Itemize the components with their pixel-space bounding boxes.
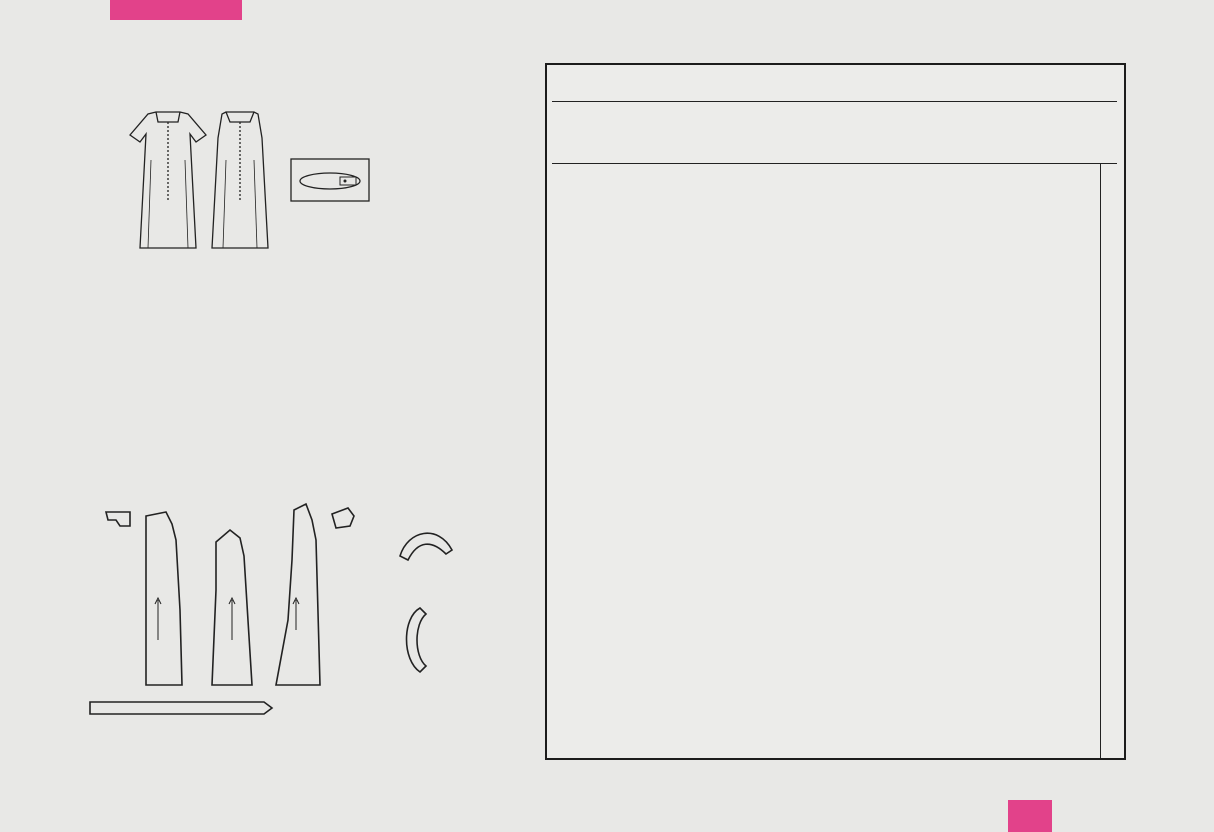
printed-notice — [1128, 390, 1148, 780]
quick-measure-label — [110, 0, 242, 20]
rule — [552, 101, 1117, 102]
piece-f-sleeve-shape — [400, 533, 452, 560]
dress-sketch-view-1-2 — [130, 112, 206, 248]
rule — [552, 163, 1117, 164]
pink-tab — [1008, 800, 1052, 832]
pattern-pieces-diagram — [80, 500, 500, 720]
unit-column-rule — [1100, 163, 1101, 758]
piece-e-back-neck-facing-shape — [106, 512, 130, 526]
piece-d-front-neck-facing-shape — [332, 508, 354, 528]
piece-a-front-shape — [276, 504, 320, 685]
belt-sketch — [290, 158, 370, 202]
piece-g-belt-shape — [90, 702, 272, 714]
dress-sketch-view-3 — [212, 112, 268, 248]
yardage-chart — [545, 63, 1126, 760]
piece-c-back-shape — [146, 512, 182, 685]
dress-front-sketch-views — [118, 100, 318, 265]
piece-h-armhole-facing-shape — [407, 608, 427, 672]
